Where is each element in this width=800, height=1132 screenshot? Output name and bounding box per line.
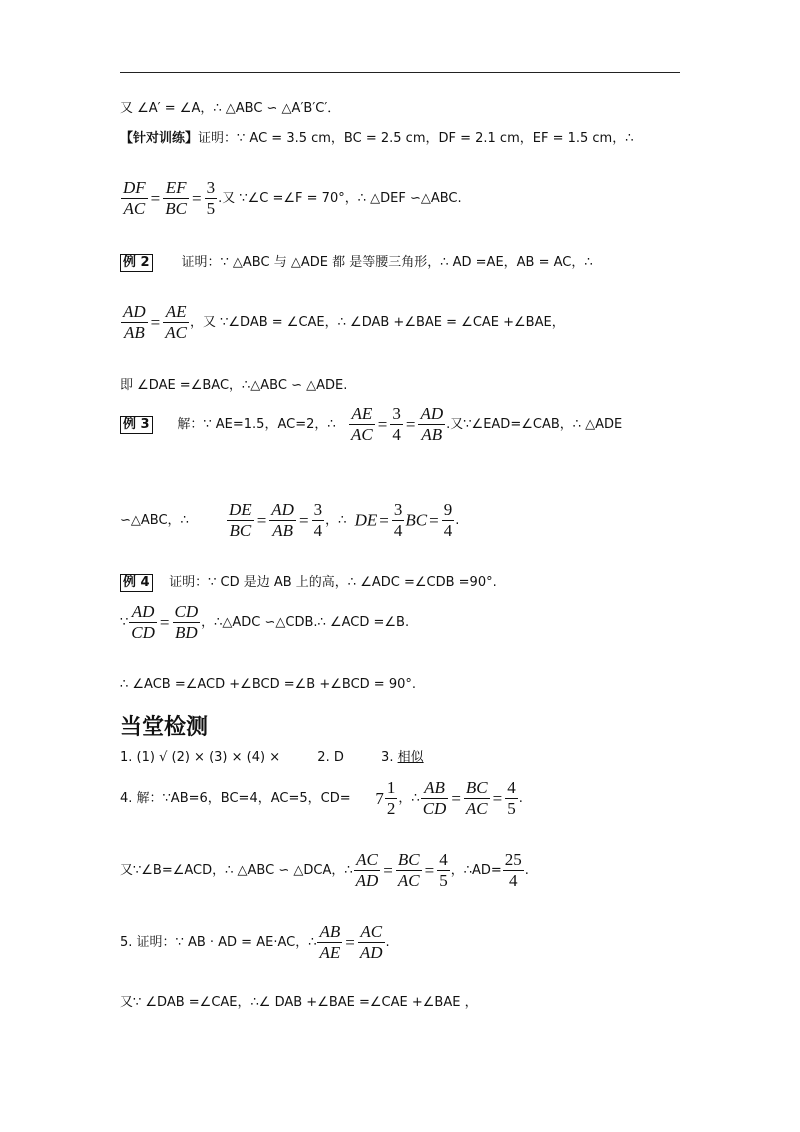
answer-line-1: 又 ∠A′ = ∠A，∴ △ABC ∽ △A′B′C′． [120, 101, 341, 116]
fraction: $\frac{AB}{AE}$ [319, 922, 341, 962]
fraction: $\frac{3}{5}$ [206, 178, 216, 218]
proof-text: ，∴ [325, 513, 347, 528]
fraction: $\frac{DE}{BC}$ [229, 500, 252, 540]
quiz-line-5: 5. 证明：∵ AB · AD = AE·AC，∴ $\frac{AB}{AE}$ = $\frac{AC}{AD}$ . [120, 922, 390, 962]
fraction: $\frac{AB}{CD}$ [422, 778, 447, 818]
fraction: $\frac{CD}{BD}$ [174, 602, 199, 642]
answer-line-6: 即 ∠DAE =∠BAC，∴△ABC ∽ △ADE. [120, 378, 348, 393]
example-3-tag: 例 3 [120, 416, 153, 434]
quiz-line-4b: 又∵∠B=∠ACD，∴ △ABC ∽ △DCA，∴ $\frac{AC}{AD}$ = $\frac{BC}{AC}$ = $\frac{4}{5}$ ，∴AD= $\frac{25}{4}$ . [120, 850, 529, 890]
proof-text: 证明：∵ △ABC 与 △ADE 都 是等腰三角形，∴ AD =AE，AB = AC，∴ [181, 255, 593, 270]
answer-line-10: ∵ $\frac{AD}{CD}$ = $\frac{CD}{BD}$ ，∴△ADC ∽△CDB.∴ ∠ACD =∠B. [120, 602, 410, 642]
proof-text: .又 ∵∠C =∠F = 70°，∴ △DEF ∽△ABC. [218, 191, 462, 206]
fraction: $\frac{25}{4}$ [504, 850, 522, 890]
fraction: $\frac{BC}{AC}$ [397, 850, 420, 890]
fraction: $\frac{DF}{AC}$ [123, 178, 146, 218]
fraction: $\frac{AE}{AC}$ [351, 404, 373, 444]
proof-text: 证明：∵ CD 是边 AB 上的高，∴ ∠ADC =∠CDB =90°. [169, 575, 497, 590]
proof-text: 解：∵ AE=1.5，AC=2，∴ [177, 417, 336, 432]
section-heading: 当堂检测 [120, 715, 209, 740]
header-rule [120, 72, 680, 73]
proof-text: ，又 ∵∠DAB = ∠CAE，∴ ∠DAB +∠BAE = ∠CAE +∠BAE， [190, 315, 565, 330]
proof-text: 证明：∵ AC = 3.5 cm，BC = 2.5 cm，DF = 2.1 cm，EF = 1.5 cm，∴ [198, 131, 634, 146]
answer-line-3: $\frac{DF}{AC}$ = $\frac{EF}{BC}$ = $\frac{3}{5}$ .又 ∵∠C =∠F = 70°，∴ △DEF ∽△ABC. [123, 178, 462, 218]
answer-line-5: $\frac{AD}{AB}$ = $\frac{AE}{AC}$ ，又 ∵∠DAB = ∠CAE，∴ ∠DAB +∠BAE = ∠CAE +∠BAE， [123, 302, 565, 342]
example-4-line [120, 574, 497, 592]
fraction: $\frac{4}{5}$ [439, 850, 448, 890]
answer-line-11: ∴ ∠ACB =∠ACD +∠BCD =∠B +∠BCD = 90°. [120, 677, 416, 692]
fraction: $\frac{AE}{AC}$ [165, 302, 187, 342]
example-3-line: 例 3 解：∵ AE=1.5，AC=2，∴ $\frac{AE}{AC}$ = $\frac{3}{4}$ = $\frac{AD}{AB}$ .又∵∠EAD=∠CAB，∴ △ADE [120, 404, 622, 445]
fraction: $\frac{AC}{AD}$ [359, 922, 383, 962]
proof-text: ∽△ABC，∴ [120, 513, 189, 528]
fraction: $\frac{3}{4}$ [393, 500, 403, 540]
quiz-line-4: 4. 解：∵AB=6，BC=4，AC=5，CD= 7 $\frac{1}{2}$ ，∴ $\frac{AB}{CD}$ = $\frac{BC}{AC}$ = $\frac{4}{5}$ . [120, 778, 523, 818]
fraction: $\frac{BC}{AC}$ [465, 778, 488, 818]
fraction: $\frac{3}{4}$ [313, 500, 323, 540]
example-2-line [120, 254, 593, 272]
answer-line-8: ∽△ABC，∴ $\frac{DE}{BC}$ = $\frac{AD}{AB}$ = $\frac{3}{4}$ ，∴ DE = $\frac{3}{4}$ BC = $\frac{9}{4}$ . [120, 500, 460, 540]
proof-text: ，∴△ADC ∽△CDB.∴ ∠ACD =∠B. [201, 615, 410, 630]
proof-text: .又∵∠EAD=∠CAB，∴ △ADE [446, 417, 623, 432]
example-4-tag: 例 4 [120, 574, 153, 592]
fraction: $\frac{3}{4}$ [392, 404, 401, 444]
quiz-line-1: 1. (1) √ (2) × (3) × (4) × 2. D 3. 相似 [120, 750, 424, 765]
fraction: $\frac{4}{5}$ [507, 778, 516, 818]
answer-line-2 [120, 130, 633, 148]
fraction: $\frac{AC}{AD}$ [355, 850, 379, 890]
fraction: $\frac{EF}{BC}$ [165, 178, 187, 218]
fraction: $\frac{AD}{AB}$ [123, 302, 146, 342]
fraction: $\frac{AD}{AB}$ [271, 500, 294, 540]
fraction: $\frac{AD}{AB}$ [420, 404, 444, 444]
section-tag-training: 【针对训练】 [120, 131, 199, 146]
fraction: $\frac{AD}{CD}$ [131, 602, 155, 642]
mixed-number: 7 $\frac{1}{2}$ [375, 778, 396, 818]
fraction: $\frac{9}{4}$ [443, 500, 453, 540]
underlined-answer: 相似 [397, 750, 424, 765]
example-2-tag: 例 2 [120, 254, 153, 272]
quiz-line-5b: 又∵ ∠DAB =∠CAE，∴∠ DAB +∠BAE =∠CAE +∠BAE ， [120, 995, 478, 1010]
